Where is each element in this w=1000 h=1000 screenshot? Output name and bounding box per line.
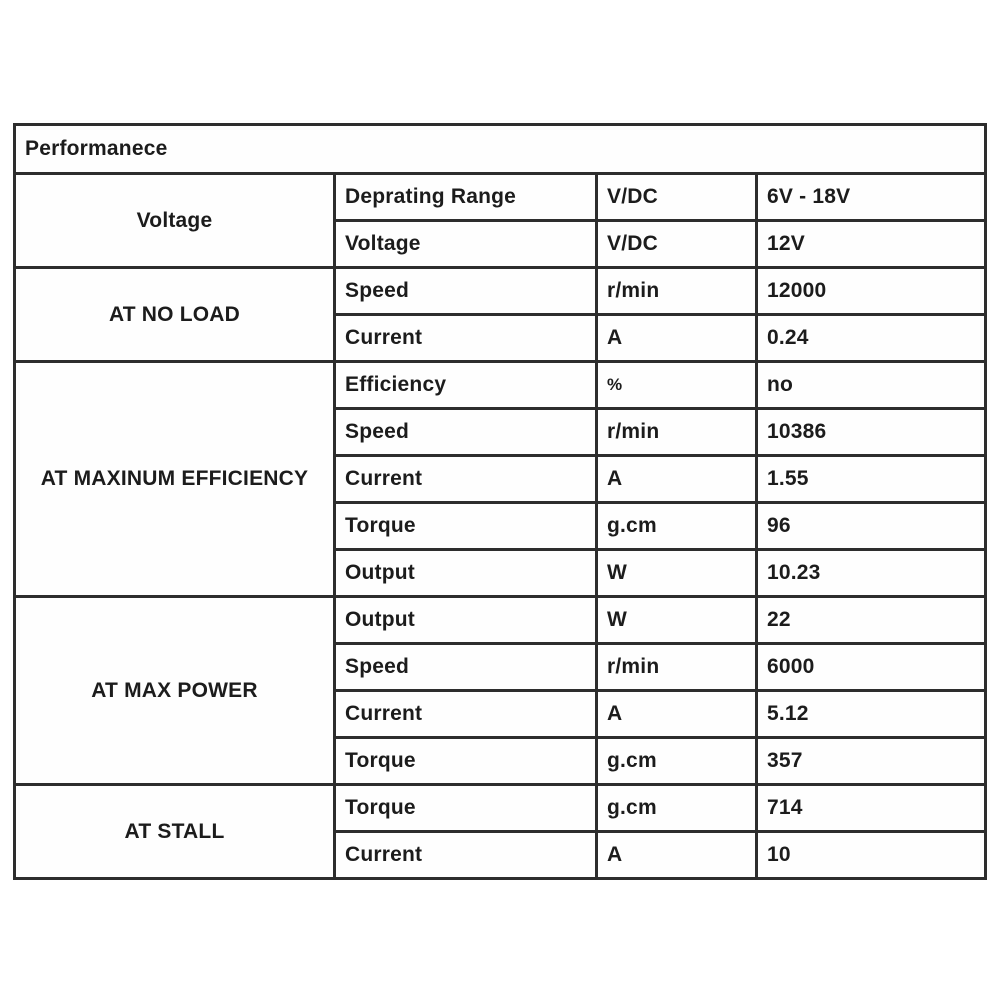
param-cell: Current — [335, 315, 597, 362]
param-cell: Torque — [335, 785, 597, 832]
value-cell: 1.55 — [757, 456, 986, 503]
unit-cell: W — [597, 550, 757, 597]
unit-cell: A — [597, 456, 757, 503]
section-label-voltage: Voltage — [15, 174, 335, 268]
param-cell: Torque — [335, 738, 597, 785]
param-cell: Output — [335, 597, 597, 644]
unit-cell: V/DC — [597, 221, 757, 268]
unit-cell: A — [597, 832, 757, 879]
table-row — [15, 268, 986, 315]
section-label-at-maxinum-efficiency: AT MAXINUM EFFICIENCY — [15, 362, 335, 597]
section-label-at-no-load: AT NO LOAD — [15, 268, 335, 362]
unit-cell: r/min — [597, 644, 757, 691]
value-cell: 22 — [757, 597, 986, 644]
value-cell: 12000 — [757, 268, 986, 315]
param-cell: Output — [335, 550, 597, 597]
value-cell: 357 — [757, 738, 986, 785]
param-cell: Speed — [335, 409, 597, 456]
value-cell: 12V — [757, 221, 986, 268]
param-cell: Current — [335, 691, 597, 738]
table-row — [15, 785, 986, 832]
table-row — [15, 597, 986, 644]
value-cell: 714 — [757, 785, 986, 832]
unit-cell: g.cm — [597, 503, 757, 550]
param-cell: Deprating Range — [335, 174, 597, 221]
unit-cell: % — [597, 362, 757, 409]
table-row — [15, 362, 986, 409]
table-title: Performanece — [15, 125, 986, 174]
unit-cell: r/min — [597, 268, 757, 315]
value-cell: 6000 — [757, 644, 986, 691]
section-label-at-max-power: AT MAX POWER — [15, 597, 335, 785]
param-cell: Current — [335, 832, 597, 879]
unit-cell: g.cm — [597, 785, 757, 832]
param-cell: Efficiency — [335, 362, 597, 409]
param-cell: Speed — [335, 644, 597, 691]
param-cell: Voltage — [335, 221, 597, 268]
value-cell: 6V - 18V — [757, 174, 986, 221]
performance-spec-table — [13, 123, 987, 880]
value-cell: 0.24 — [757, 315, 986, 362]
value-cell: no — [757, 362, 986, 409]
section-label-at-stall: AT STALL — [15, 785, 335, 879]
value-cell: 10 — [757, 832, 986, 879]
unit-cell: V/DC — [597, 174, 757, 221]
unit-cell: A — [597, 315, 757, 362]
value-cell: 10.23 — [757, 550, 986, 597]
value-cell: 5.12 — [757, 691, 986, 738]
value-cell: 10386 — [757, 409, 986, 456]
unit-cell: r/min — [597, 409, 757, 456]
unit-cell: A — [597, 691, 757, 738]
param-cell: Speed — [335, 268, 597, 315]
param-cell: Torque — [335, 503, 597, 550]
value-cell: 96 — [757, 503, 986, 550]
table-row — [15, 174, 986, 221]
unit-cell: g.cm — [597, 738, 757, 785]
unit-cell: W — [597, 597, 757, 644]
param-cell: Current — [335, 456, 597, 503]
table-header-row — [15, 125, 986, 174]
